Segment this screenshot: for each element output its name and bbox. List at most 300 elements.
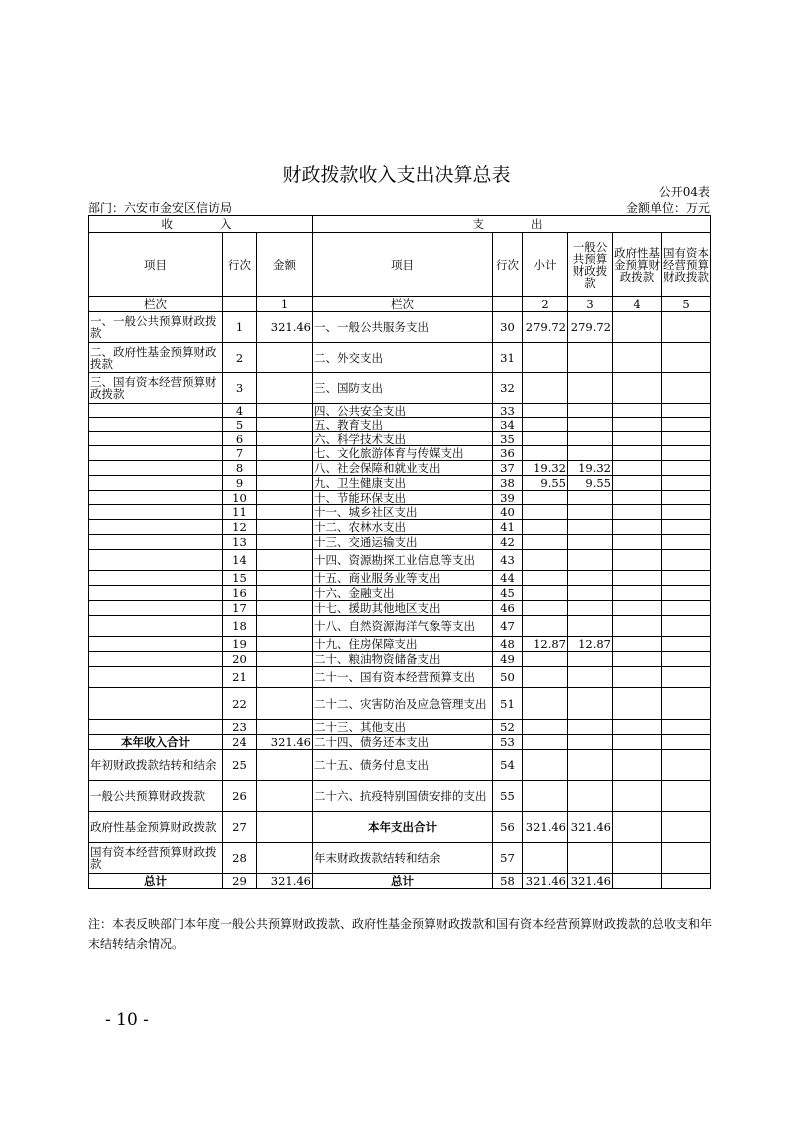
income-row-no: 4 xyxy=(223,404,257,418)
expense-row-no: 38 xyxy=(493,476,523,491)
income-item xyxy=(89,720,223,735)
expense-item: 二十、粮油物资储备支出 xyxy=(313,652,493,667)
expense-gov-fund xyxy=(613,601,662,616)
income-row-no: 17 xyxy=(223,601,257,616)
income-row-no: 5 xyxy=(223,418,257,432)
col-header-subtotal: 小计 xyxy=(523,233,568,297)
expense-item: 十八、自然资源海洋气象等支出 xyxy=(313,616,493,637)
expense-gov-fund xyxy=(613,312,662,343)
income-amount xyxy=(257,652,313,667)
expense-gov-fund xyxy=(613,781,662,812)
expense-general-budget xyxy=(568,491,613,505)
expense-group-header: 支 出 xyxy=(313,216,711,233)
expense-gov-fund xyxy=(613,571,662,586)
income-amount xyxy=(257,812,313,843)
income-amount xyxy=(257,601,313,616)
income-row-no: 1 xyxy=(223,312,257,343)
income-amount xyxy=(257,571,313,586)
table-row xyxy=(89,720,711,735)
footnote: 注：本表反映部门本年度一般公共预算财政拨款、政府性基金预算财政拨款和国有资本经营预算财政拨款的总收支和年末结转结余情况。 xyxy=(88,917,713,951)
income-item xyxy=(89,418,223,432)
expense-state-capital xyxy=(662,476,711,491)
table-row xyxy=(89,550,711,571)
expense-general-budget: 279.72 xyxy=(568,312,613,343)
col-header-row-no: 行次 xyxy=(223,233,257,297)
income-amount xyxy=(257,550,313,571)
income-amount xyxy=(257,535,313,550)
expense-row-no: 56 xyxy=(493,812,523,843)
income-item xyxy=(89,461,223,476)
income-row-no: 21 xyxy=(223,667,257,688)
income-amount xyxy=(257,418,313,432)
expense-item: 二十四、债务还本支出 xyxy=(313,735,493,750)
income-item: 总计 xyxy=(89,874,223,889)
expense-row-no: 40 xyxy=(493,505,523,520)
expense-subtotal xyxy=(523,750,568,781)
expense-item: 七、文化旅游体育与传媒支出 xyxy=(313,446,493,461)
expense-subtotal: 19.32 xyxy=(523,461,568,476)
expense-item: 二十五、债务付息支出 xyxy=(313,750,493,781)
income-row-no: 25 xyxy=(223,750,257,781)
table-row xyxy=(89,520,711,535)
expense-general-budget xyxy=(568,667,613,688)
expense-general-budget xyxy=(568,446,613,461)
expense-state-capital xyxy=(662,418,711,432)
expense-state-capital xyxy=(662,461,711,476)
table-row xyxy=(89,491,711,505)
expense-general-budget xyxy=(568,720,613,735)
income-amount xyxy=(257,843,313,874)
expense-item: 五、教育支出 xyxy=(313,418,493,432)
expense-row-no: 32 xyxy=(493,373,523,404)
income-item xyxy=(89,688,223,720)
income-amount xyxy=(257,446,313,461)
expense-item: 二十三、其他支出 xyxy=(313,720,493,735)
expense-gov-fund xyxy=(613,667,662,688)
income-amount xyxy=(257,476,313,491)
expense-gov-fund xyxy=(613,476,662,491)
expense-state-capital xyxy=(662,720,711,735)
income-item xyxy=(89,520,223,535)
expense-gov-fund xyxy=(613,616,662,637)
expense-subtotal xyxy=(523,404,568,418)
table-row xyxy=(89,373,711,404)
expense-subtotal xyxy=(523,571,568,586)
lanci-1: 1 xyxy=(257,297,313,312)
income-group-header: 收 入 xyxy=(89,216,313,233)
expense-row-no: 34 xyxy=(493,418,523,432)
income-amount xyxy=(257,404,313,418)
table-row xyxy=(89,461,711,476)
lanci-5: 5 xyxy=(662,297,711,312)
expense-subtotal: 321.46 xyxy=(523,874,568,889)
form-code: 公开04表 xyxy=(658,185,710,199)
income-row-no: 29 xyxy=(223,874,257,889)
expense-row-no: 52 xyxy=(493,720,523,735)
income-item xyxy=(89,505,223,520)
income-row-no: 19 xyxy=(223,637,257,652)
income-row-no: 8 xyxy=(223,461,257,476)
expense-row-no: 41 xyxy=(493,520,523,535)
expense-subtotal: 321.46 xyxy=(523,812,568,843)
expense-general-budget: 321.46 xyxy=(568,874,613,889)
expense-state-capital xyxy=(662,432,711,446)
expense-row-no: 31 xyxy=(493,343,523,373)
income-row-no: 24 xyxy=(223,735,257,750)
expense-subtotal xyxy=(523,720,568,735)
income-item xyxy=(89,535,223,550)
expense-item: 二十二、灾害防治及应急管理支出 xyxy=(313,688,493,720)
income-item: 一般公共预算财政拨款 xyxy=(89,781,223,812)
expense-item: 十四、资源勘探工业信息等支出 xyxy=(313,550,493,571)
expense-row-no: 46 xyxy=(493,601,523,616)
department-label: 部门：六安市金安区信访局 xyxy=(88,201,233,215)
expense-subtotal xyxy=(523,616,568,637)
unit-label: 金额单位：万元 xyxy=(625,201,710,215)
income-item: 一、一般公共预算财政拨款 xyxy=(89,312,223,343)
lanci-label: 栏次 xyxy=(89,297,223,312)
expense-subtotal xyxy=(523,505,568,520)
income-item: 政府性基金预算财政拨款 xyxy=(89,812,223,843)
table-row xyxy=(89,404,711,418)
expense-gov-fund xyxy=(613,550,662,571)
lanci-3: 3 xyxy=(568,297,613,312)
expense-general-budget xyxy=(568,843,613,874)
income-item xyxy=(89,616,223,637)
income-row-no: 14 xyxy=(223,550,257,571)
expense-item: 二十六、抗疫特别国债安排的支出 xyxy=(313,781,493,812)
expense-state-capital xyxy=(662,505,711,520)
expense-state-capital xyxy=(662,781,711,812)
table-row xyxy=(89,586,711,601)
col-header-gov-fund: 政府性基金预算财政拨款 xyxy=(613,233,662,297)
income-amount: 321.46 xyxy=(257,735,313,750)
expense-state-capital xyxy=(662,652,711,667)
income-amount: 321.46 xyxy=(257,312,313,343)
table-row xyxy=(89,616,711,637)
expense-item: 年末财政拨款结转和结余 xyxy=(313,843,493,874)
fiscal-summary-table xyxy=(88,215,711,889)
income-item xyxy=(89,432,223,446)
expense-row-no: 42 xyxy=(493,535,523,550)
expense-row-no: 45 xyxy=(493,586,523,601)
expense-state-capital xyxy=(662,616,711,637)
expense-row-no: 50 xyxy=(493,667,523,688)
expense-general-budget: 321.46 xyxy=(568,812,613,843)
expense-gov-fund xyxy=(613,491,662,505)
income-item xyxy=(89,601,223,616)
expense-subtotal: 9.55 xyxy=(523,476,568,491)
table-row xyxy=(89,667,711,688)
col-header-general-budget: 一般公共预算财政拨款 xyxy=(568,233,613,297)
expense-gov-fund xyxy=(613,461,662,476)
expense-item: 总计 xyxy=(313,874,493,889)
expense-general-budget xyxy=(568,781,613,812)
expense-row-no: 36 xyxy=(493,446,523,461)
expense-general-budget xyxy=(568,373,613,404)
expense-state-capital xyxy=(662,874,711,889)
expense-item: 八、社会保障和就业支出 xyxy=(313,461,493,476)
expense-item: 六、科学技术支出 xyxy=(313,432,493,446)
table-row xyxy=(89,874,711,889)
expense-state-capital xyxy=(662,571,711,586)
table-row xyxy=(89,843,711,874)
table-row xyxy=(89,750,711,781)
expense-gov-fund xyxy=(613,432,662,446)
expense-state-capital xyxy=(662,688,711,720)
expense-subtotal xyxy=(523,418,568,432)
income-item xyxy=(89,652,223,667)
col-header-item: 项目 xyxy=(89,233,223,297)
expense-subtotal xyxy=(523,735,568,750)
expense-gov-fund xyxy=(613,343,662,373)
expense-state-capital xyxy=(662,491,711,505)
expense-general-budget xyxy=(568,586,613,601)
expense-state-capital xyxy=(662,520,711,535)
income-row-no: 18 xyxy=(223,616,257,637)
expense-row-no: 39 xyxy=(493,491,523,505)
expense-item: 四、公共安全支出 xyxy=(313,404,493,418)
expense-row-no: 30 xyxy=(493,312,523,343)
expense-state-capital xyxy=(662,550,711,571)
table-row xyxy=(89,535,711,550)
expense-item: 十、节能环保支出 xyxy=(313,491,493,505)
expense-row-no: 51 xyxy=(493,688,523,720)
expense-general-budget xyxy=(568,616,613,637)
expense-state-capital xyxy=(662,667,711,688)
income-amount xyxy=(257,750,313,781)
income-item xyxy=(89,571,223,586)
income-amount xyxy=(257,491,313,505)
expense-subtotal xyxy=(523,601,568,616)
expense-general-budget xyxy=(568,343,613,373)
expense-gov-fund xyxy=(613,720,662,735)
table-row xyxy=(89,505,711,520)
expense-state-capital xyxy=(662,446,711,461)
expense-subtotal: 279.72 xyxy=(523,312,568,343)
expense-subtotal xyxy=(523,688,568,720)
income-row-no: 11 xyxy=(223,505,257,520)
table-row xyxy=(89,343,711,373)
expense-gov-fund xyxy=(613,688,662,720)
income-item xyxy=(89,586,223,601)
expense-gov-fund xyxy=(613,586,662,601)
income-amount xyxy=(257,720,313,735)
income-amount: 321.46 xyxy=(257,874,313,889)
table-row xyxy=(89,418,711,432)
income-amount xyxy=(257,432,313,446)
expense-subtotal xyxy=(523,550,568,571)
income-amount xyxy=(257,637,313,652)
income-row-no: 16 xyxy=(223,586,257,601)
income-amount xyxy=(257,520,313,535)
income-item xyxy=(89,550,223,571)
income-row-no: 3 xyxy=(223,373,257,404)
table-row xyxy=(89,476,711,491)
income-row-no: 23 xyxy=(223,720,257,735)
income-row-no: 28 xyxy=(223,843,257,874)
table-row xyxy=(89,781,711,812)
table-row xyxy=(89,735,711,750)
expense-state-capital xyxy=(662,535,711,550)
income-item: 本年收入合计 xyxy=(89,735,223,750)
expense-item: 本年支出合计 xyxy=(313,812,493,843)
expense-subtotal xyxy=(523,652,568,667)
income-amount xyxy=(257,343,313,373)
expense-row-no: 53 xyxy=(493,735,523,750)
income-item: 二、政府性基金预算财政拨款 xyxy=(89,343,223,373)
income-row-no: 15 xyxy=(223,571,257,586)
expense-general-budget xyxy=(568,404,613,418)
expense-general-budget: 12.87 xyxy=(568,637,613,652)
income-row-no: 2 xyxy=(223,343,257,373)
expense-gov-fund xyxy=(613,404,662,418)
income-item xyxy=(89,637,223,652)
expense-general-budget xyxy=(568,652,613,667)
expense-item: 十九、住房保障支出 xyxy=(313,637,493,652)
expense-state-capital xyxy=(662,750,711,781)
col-header-state-capital: 国有资本经营预算财政拨款 xyxy=(662,233,711,297)
lanci-empty xyxy=(223,297,257,312)
expense-state-capital xyxy=(662,404,711,418)
table-row xyxy=(89,601,711,616)
expense-general-budget xyxy=(568,418,613,432)
expense-subtotal xyxy=(523,781,568,812)
expense-gov-fund xyxy=(613,874,662,889)
expense-row-no: 37 xyxy=(493,461,523,476)
expense-state-capital xyxy=(662,637,711,652)
expense-item: 二十一、国有资本经营预算支出 xyxy=(313,667,493,688)
income-row-no: 22 xyxy=(223,688,257,720)
table-row xyxy=(89,652,711,667)
expense-item: 十三、交通运输支出 xyxy=(313,535,493,550)
income-row-no: 6 xyxy=(223,432,257,446)
expense-row-no: 44 xyxy=(493,571,523,586)
expense-general-budget xyxy=(568,688,613,720)
expense-item: 九、卫生健康支出 xyxy=(313,476,493,491)
expense-item: 二、外交支出 xyxy=(313,343,493,373)
expense-gov-fund xyxy=(613,735,662,750)
income-amount xyxy=(257,781,313,812)
expense-item: 十一、城乡社区支出 xyxy=(313,505,493,520)
col-header-item-expense: 项目 xyxy=(313,233,493,297)
expense-general-budget xyxy=(568,505,613,520)
income-amount xyxy=(257,505,313,520)
expense-item: 三、国防支出 xyxy=(313,373,493,404)
expense-general-budget xyxy=(568,735,613,750)
expense-gov-fund xyxy=(613,843,662,874)
lanci-2: 2 xyxy=(523,297,568,312)
expense-state-capital xyxy=(662,812,711,843)
lanci-empty xyxy=(493,297,523,312)
expense-general-budget: 9.55 xyxy=(568,476,613,491)
table-row xyxy=(89,637,711,652)
expense-subtotal xyxy=(523,520,568,535)
expense-subtotal xyxy=(523,343,568,373)
expense-state-capital xyxy=(662,843,711,874)
income-item: 三、国有资本经营预算财政拨款 xyxy=(89,373,223,404)
expense-general-budget xyxy=(568,520,613,535)
lanci-4: 4 xyxy=(613,297,662,312)
lanci-label-expense: 栏次 xyxy=(313,297,493,312)
expense-gov-fund xyxy=(613,535,662,550)
page-number: - 10 - xyxy=(105,1010,149,1030)
expense-subtotal xyxy=(523,535,568,550)
expense-general-budget xyxy=(568,535,613,550)
expense-row-no: 35 xyxy=(493,432,523,446)
expense-row-no: 55 xyxy=(493,781,523,812)
expense-general-budget xyxy=(568,750,613,781)
income-row-no: 27 xyxy=(223,812,257,843)
expense-row-no: 54 xyxy=(493,750,523,781)
income-item xyxy=(89,491,223,505)
expense-general-budget xyxy=(568,601,613,616)
income-amount xyxy=(257,688,313,720)
expense-row-no: 33 xyxy=(493,404,523,418)
expense-subtotal xyxy=(523,843,568,874)
expense-gov-fund xyxy=(613,652,662,667)
expense-general-budget xyxy=(568,571,613,586)
expense-gov-fund xyxy=(613,520,662,535)
expense-gov-fund xyxy=(613,750,662,781)
expense-gov-fund xyxy=(613,373,662,404)
income-item xyxy=(89,446,223,461)
expense-state-capital xyxy=(662,586,711,601)
income-amount xyxy=(257,586,313,601)
table-row xyxy=(89,812,711,843)
col-header-amount: 金额 xyxy=(257,233,313,297)
table-row xyxy=(89,688,711,720)
table-row xyxy=(89,446,711,461)
income-amount xyxy=(257,461,313,476)
income-row-no: 12 xyxy=(223,520,257,535)
income-amount xyxy=(257,667,313,688)
expense-row-no: 58 xyxy=(493,874,523,889)
expense-item: 十七、援助其他地区支出 xyxy=(313,601,493,616)
income-row-no: 7 xyxy=(223,446,257,461)
expense-state-capital xyxy=(662,735,711,750)
income-row-no: 9 xyxy=(223,476,257,491)
table-row xyxy=(89,312,711,343)
income-amount xyxy=(257,616,313,637)
expense-row-no: 49 xyxy=(493,652,523,667)
expense-item: 十二、农林水支出 xyxy=(313,520,493,535)
expense-gov-fund xyxy=(613,812,662,843)
expense-subtotal xyxy=(523,432,568,446)
expense-subtotal xyxy=(523,667,568,688)
expense-general-budget xyxy=(568,550,613,571)
expense-gov-fund xyxy=(613,418,662,432)
income-row-no: 13 xyxy=(223,535,257,550)
expense-gov-fund xyxy=(613,446,662,461)
expense-item: 一、一般公共服务支出 xyxy=(313,312,493,343)
expense-gov-fund xyxy=(613,505,662,520)
expense-row-no: 47 xyxy=(493,616,523,637)
col-header-row-no-expense: 行次 xyxy=(493,233,523,297)
page-title: 财政拨款收入支出决算总表 xyxy=(282,164,511,186)
expense-subtotal xyxy=(523,491,568,505)
income-item xyxy=(89,404,223,418)
expense-subtotal xyxy=(523,373,568,404)
income-amount xyxy=(257,373,313,404)
expense-row-no: 43 xyxy=(493,550,523,571)
expense-state-capital xyxy=(662,373,711,404)
expense-gov-fund xyxy=(613,637,662,652)
expense-general-budget xyxy=(568,432,613,446)
income-row-no: 10 xyxy=(223,491,257,505)
income-row-no: 20 xyxy=(223,652,257,667)
expense-general-budget: 19.32 xyxy=(568,461,613,476)
